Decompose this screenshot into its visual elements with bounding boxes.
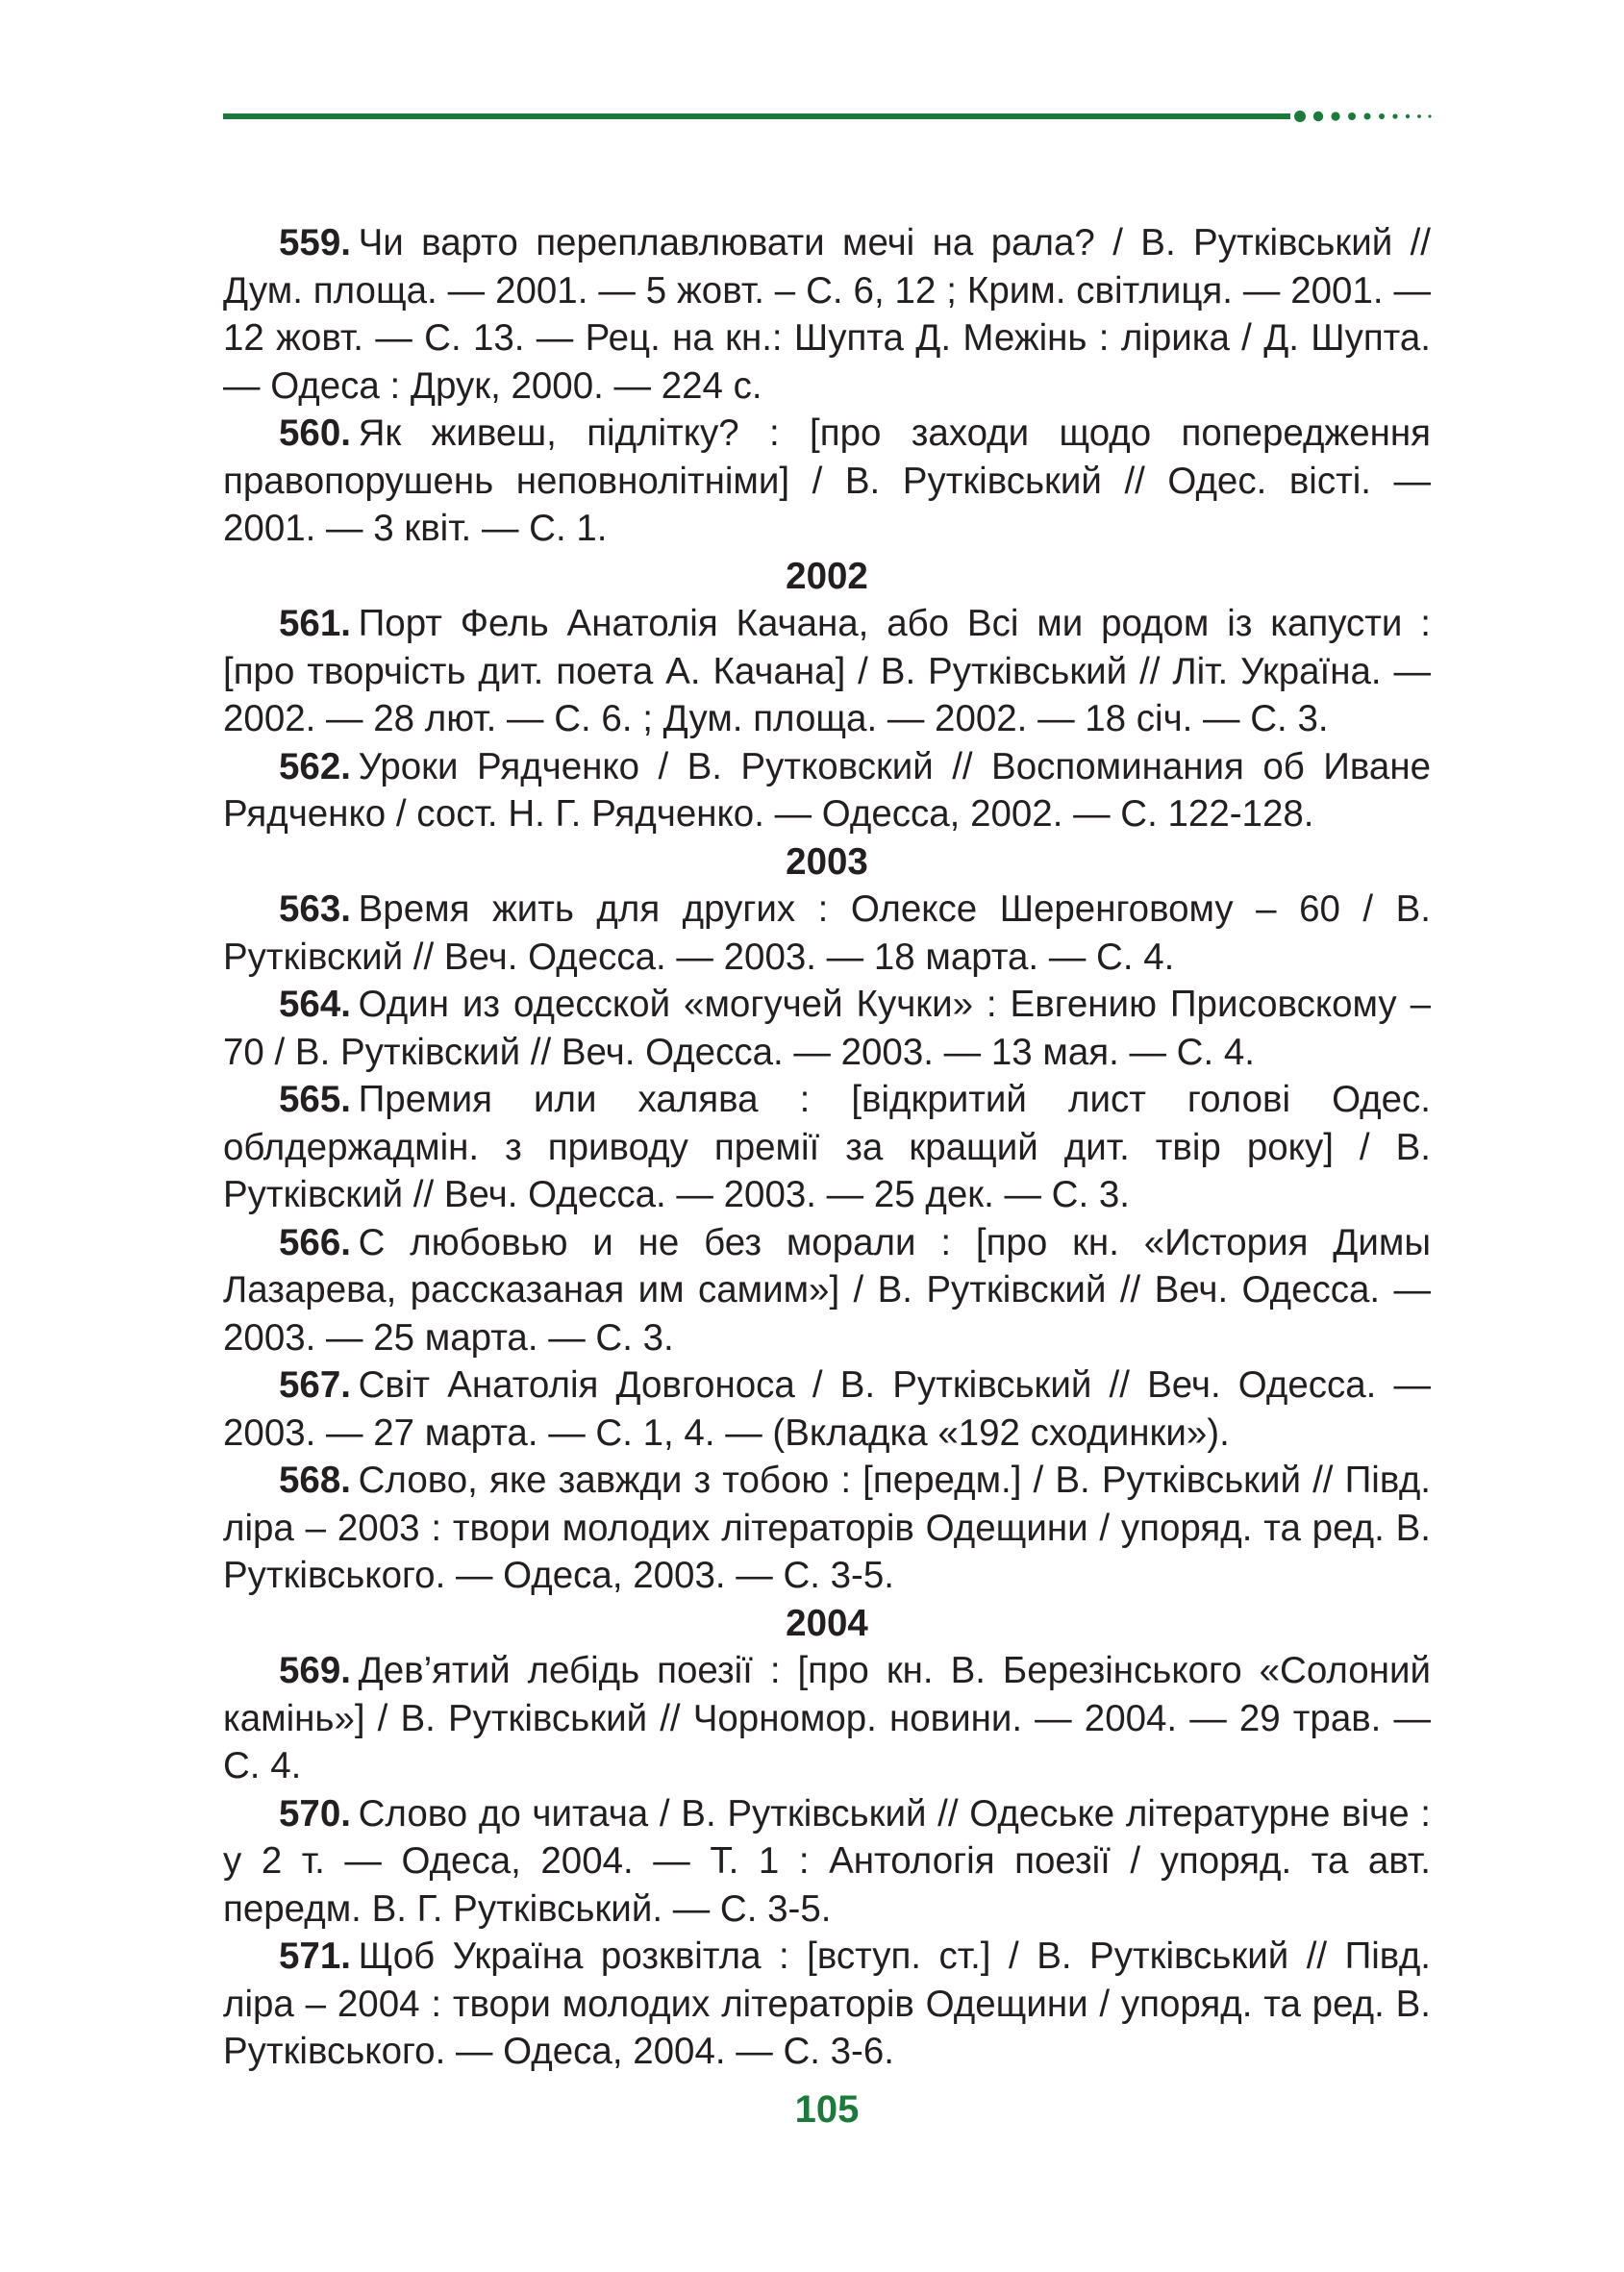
entry-text: Премия или халява : [відкритий лист голові Одес. облдержадмін. з приводу премії за кращий дит. твір року] / В. Рутківский // Веч. Одесса. — 2003. — 25 дек. — С. 3.: [223, 1079, 1431, 1215]
entry-text: Дев’ятий лебідь поезії : [про кн. В. Березінського «Солоний камінь»] / В. Рутківський // Чорномор. новини. — 2004. — 29 трав. — С. 4.: [223, 1650, 1431, 1786]
bibliography-entry: [223, 1361, 1431, 1457]
entry-text: Время жить для других : Олексе Шеренговому – 60 / В. Рутківский // Веч. Одесса. — 2003. — 18 марта. — С. 4.: [223, 888, 1431, 978]
entry-text: Світ Анатолія Довгоноса / В. Рутківський // Веч. Одесса. — 2003. — 27 марта. — С. 1, 4. — (Вкладка «192 сходинки»).: [223, 1364, 1431, 1454]
bibliography-entry: [223, 1076, 1431, 1219]
entry-text: Слово до читача / В. Рутківський // Одеське літературне віче : у 2 т. — Одеса, 2004. — Т. 1 : Антологія поезії / упоряд. та авт. передм. В. Г. Рутківський. — С. 3-5.: [223, 1792, 1431, 1930]
bibliography-entry: [223, 410, 1431, 553]
year-heading: 2003: [786, 840, 868, 883]
entry-number: 561.: [279, 603, 351, 644]
page-number: 105: [794, 2088, 860, 2131]
entry-text: Слово, яке завжди з тобою : [передм.] / В. Рутківський // Півд. ліра – 2003 : твори молодих літераторів Одещини / упоряд. та ред. В. Рутківського. — Одеса, 2003. — С. 3-5.: [223, 1460, 1431, 1596]
entry-number: 565.: [279, 1079, 351, 1120]
header-dots-ornament: [1293, 109, 1437, 124]
entry-number: 568.: [279, 1460, 351, 1501]
entry-text: Як живеш, підлітку? : [про заходи щодо попередження правопорушень неповнолітніми] / В. Рутківський // Одес. вісті. — 2001. — 3 квіт. — С. 1.: [223, 412, 1431, 549]
bibliography-entry: [223, 1219, 1431, 1362]
entry-number: 562.: [279, 745, 351, 787]
entry-number: 569.: [279, 1650, 351, 1691]
header-rule: [223, 113, 1290, 119]
entry-number: 560.: [279, 412, 351, 454]
bibliography-content: [223, 219, 1431, 2076]
entry-number: 571.: [279, 1935, 351, 1977]
entry-number: 566.: [279, 1221, 351, 1263]
bibliography-entry: [223, 1790, 1431, 1934]
entry-number: 567.: [279, 1364, 351, 1406]
year-heading: 2002: [786, 555, 868, 597]
entry-text: Щоб Україна розквітла : [вступ. ст.] / В. Рутківський // Півд. ліра – 2004 : твори молодих літераторів Одещини / упоряд. та ред. В. Рутківського. — Одеса, 2004. — С. 3-6.: [223, 1935, 1431, 2072]
entry-text: Один из одесской «могучей Кучки» : Евгению Присовскому – 70 / В. Рутківский // Веч. Одесса. — 2003. — 13 мая. — С. 4.: [223, 984, 1431, 1073]
bibliography-entry: [223, 981, 1431, 1076]
bibliography-entry: [223, 600, 1431, 743]
bibliography-entry: [223, 1457, 1431, 1600]
entry-text: Чи варто переплавлювати мечі на рала? / В. Рутківський // Дум. площа. — 2001. — 5 жовт. – С. 6, 12 ; Крим. світлиця. — 2001. — 12 жовт. — С. 13. — Рец. на кн.: Шупта Д. Межінь : лірика / Д. Шупта. — Одеса : Друк, 2000. — 224 с.: [223, 222, 1431, 407]
entry-text: С любовью и не без морали : [про кн. «История Димы Лазарева, рассказаная им самим»] / В. Рутківский // Веч. Одесса. — 2003. — 25 марта. — С. 3.: [223, 1221, 1431, 1359]
entry-number: 564.: [279, 984, 351, 1025]
bibliography-entry: [223, 743, 1431, 838]
bibliography-entry: [223, 886, 1431, 981]
year-heading: 2004: [786, 1602, 868, 1644]
entry-text: Порт Фель Анатолія Качана, або Всі ми родом із капусти : [про творчість дит. поета А. Качана] / В. Рутківський // Літ. Україна. — 2002. — 28 лют. — С. 6. ; Дум. площа. — 2002. — 18 січ. — С. 3.: [223, 603, 1431, 739]
bibliography-entry: [223, 1647, 1431, 1790]
bibliography-entry: [223, 1933, 1431, 2076]
bibliography-entry: [223, 219, 1431, 410]
entry-text: Уроки Рядченко / В. Рутковский // Воспоминания об Иване Рядченко / сост. Н. Г. Рядченко. — Одесса, 2002. — С. 122-128.: [223, 745, 1431, 835]
entry-number: 563.: [279, 888, 351, 930]
entry-number: 559.: [279, 222, 351, 263]
entry-number: 570.: [279, 1792, 351, 1835]
